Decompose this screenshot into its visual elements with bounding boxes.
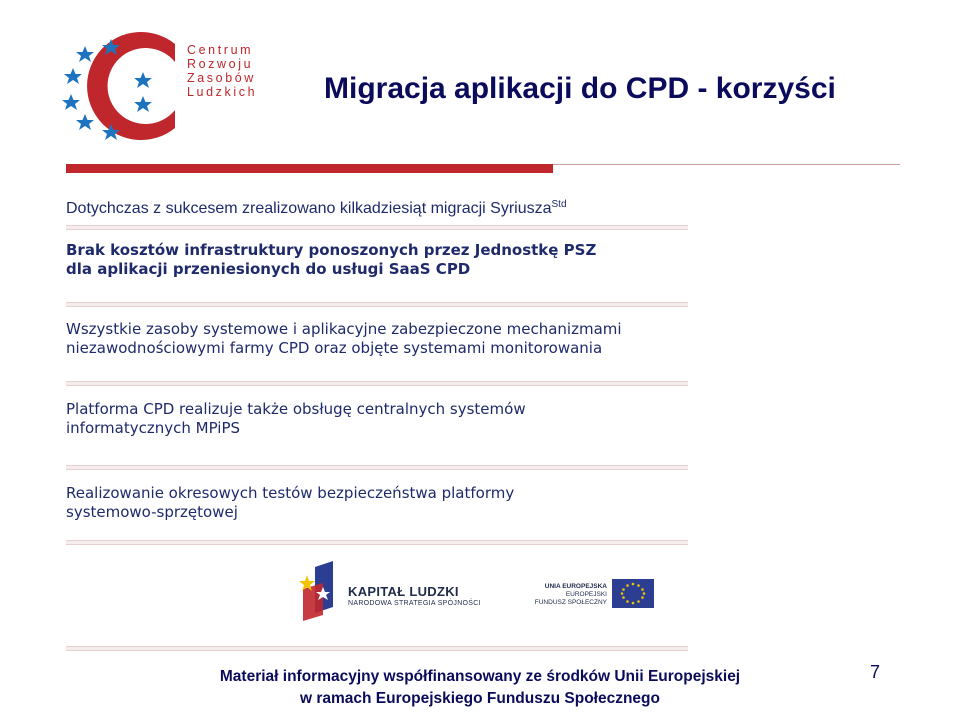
eu-fund-label (497, 583, 607, 607)
page-number: 7 (870, 662, 881, 682)
logo-wordmark (187, 43, 277, 99)
separator-band (66, 225, 688, 230)
eu-fund-line-1: UNIA EUROPEJSKA (544, 583, 607, 590)
separator-band (66, 646, 688, 651)
eu-fund-line-3: FUNDUSZ SPOŁECZNY (534, 599, 607, 606)
point-5-line-2: systemowo-sprzętowej (66, 503, 238, 521)
footer-line-1: Materiał informacyjny współfinansowany ze środków Unii Europejskiej (219, 668, 741, 685)
point-2 (66, 241, 706, 279)
title-rule-thin (553, 164, 900, 165)
separator-band (66, 302, 688, 307)
title-rule-accent (66, 164, 553, 173)
point-2-line-2: dla aplikacji przeniesionych do usługi SaaS CPD (66, 260, 471, 278)
kapital-ludzki-emblem (293, 553, 353, 643)
eu-fund-line-2: EUROPEJSKI (565, 591, 607, 598)
separator-band (66, 540, 688, 545)
eu-funding-banner (287, 553, 673, 643)
footer-note (140, 666, 820, 710)
point-5 (66, 484, 706, 522)
logo-line-2: Rozwoju (187, 57, 254, 71)
kapital-ludzki-subtitle: NARODOWA STRATEGIA SPÓJNOŚCI (348, 600, 481, 607)
point-5-line-1: Realizowanie okresowych testów bezpieczeństwa platformy (66, 484, 515, 502)
point-3-line-1: Wszystkie zasoby systemowe i aplikacyjne zabezpieczone mechanizmami (66, 320, 622, 338)
point-3-line-2: niezawodnościowymi farmy CPD oraz objęte systemami monitorowania (66, 339, 603, 357)
separator-band (66, 465, 688, 470)
eu-flag-icon (612, 579, 654, 608)
logo-line-4: Ludzkich (187, 85, 258, 99)
point-4-line-2: informatycznych MPiPS (66, 419, 241, 437)
logo-line-3: Zasobów (187, 71, 256, 85)
point-1 (66, 195, 706, 218)
slide-title: Migracja aplikacji do CPD - korzyści (324, 72, 836, 105)
kapital-ludzki-title: KAPITAŁ LUDZKI (348, 584, 459, 599)
logo-line-1: Centrum (187, 43, 254, 57)
point-4 (66, 400, 706, 438)
separator-band (66, 381, 688, 386)
point-1-superscript: Std (551, 199, 567, 210)
footer-line-2: w ramach Europejskiego Funduszu Społecznego (299, 690, 660, 707)
point-3 (66, 320, 706, 358)
point-2-line-1: Brak kosztów infrastruktury ponoszonych przez Jednostkę PSZ (66, 241, 597, 259)
point-1-text: Dotychczas z sukcesem zrealizowano kilkadziesiąt migracji Syriusza (66, 200, 552, 217)
point-4-line-1: Platforma CPD realizuje także obsługę centralnych systemów (66, 400, 526, 418)
